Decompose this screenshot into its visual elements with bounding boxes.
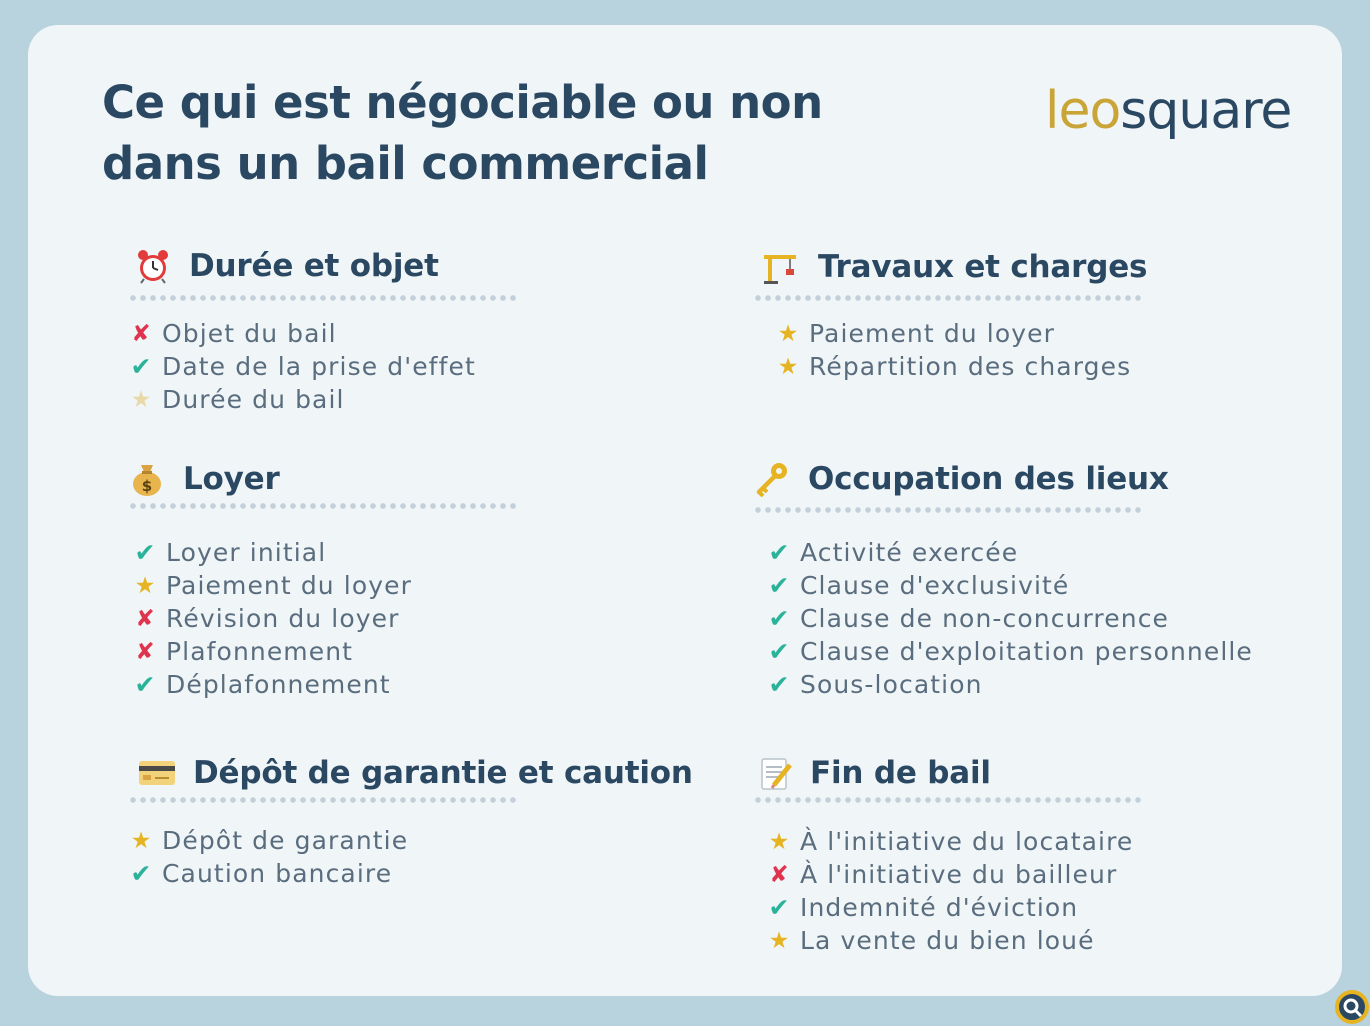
alarm-clock-icon (133, 246, 173, 286)
item-list (766, 536, 1253, 701)
check-icon: ✔ (130, 859, 152, 888)
check-icon: ✔ (134, 670, 156, 699)
check-icon: ✔ (768, 538, 790, 567)
section-title: Occupation des lieux (808, 461, 1169, 497)
cross-icon: ✘ (131, 320, 151, 347)
page-title (102, 72, 823, 194)
q-logo-icon (1334, 989, 1370, 1025)
list-item (766, 891, 1133, 924)
title-line-1: Ce qui est négociable ou non (102, 76, 823, 129)
list-item (766, 635, 1253, 668)
item-list (775, 317, 1131, 383)
star-icon: ★ (130, 386, 152, 413)
star-icon: ★ (768, 828, 790, 855)
cross-icon: ✘ (769, 861, 789, 888)
section-fin-de-bail (756, 751, 991, 795)
list-item (132, 536, 412, 569)
check-icon: ✔ (768, 637, 790, 666)
item-label: Répartition des charges (809, 352, 1132, 381)
item-label: Caution bancaire (162, 859, 393, 888)
list-item (766, 924, 1133, 957)
list-item (766, 825, 1133, 858)
list-item (766, 536, 1253, 569)
list-item (766, 858, 1133, 891)
list-item (132, 569, 412, 602)
star-icon: ★ (130, 827, 152, 854)
list-item (128, 857, 408, 890)
item-label: Déplafonnement (166, 670, 391, 699)
list-item (128, 317, 476, 350)
item-label: Loyer initial (166, 538, 327, 567)
star-icon: ★ (134, 572, 156, 599)
section-title: Durée et objet (189, 248, 439, 284)
section-divider (128, 796, 518, 804)
item-label: Révision du loyer (166, 604, 400, 633)
item-label: Sous-location (800, 670, 983, 699)
check-icon: ✔ (130, 352, 152, 381)
list-item (128, 383, 476, 416)
list-item (766, 569, 1253, 602)
section-title: Dépôt de garantie et caution (193, 755, 693, 791)
section-title: Travaux et charges (818, 249, 1148, 285)
list-item (766, 602, 1253, 635)
credit-card-icon (137, 753, 177, 793)
section-divider (753, 506, 1143, 514)
item-label: À l'initiative du bailleur (800, 860, 1118, 889)
item-label: Durée du bail (162, 385, 345, 414)
item-list (132, 536, 412, 701)
memo-icon (756, 753, 796, 793)
section-occupation-des-lieux (752, 457, 1169, 501)
item-label: Paiement du loyer (809, 319, 1055, 348)
money-bag-icon (127, 459, 167, 499)
section-divider (128, 294, 518, 302)
check-icon: ✔ (134, 538, 156, 567)
item-list (128, 317, 476, 416)
list-item (132, 635, 412, 668)
svg-text:$: $ (141, 477, 153, 495)
check-icon: ✔ (768, 571, 790, 600)
leosquare-logo (1045, 76, 1291, 146)
check-icon: ✔ (768, 604, 790, 633)
item-label: Activité exercée (800, 538, 1019, 567)
list-item (775, 317, 1131, 350)
cross-icon: ✘ (135, 605, 155, 632)
item-label: La vente du bien loué (800, 926, 1095, 955)
section-divider (753, 294, 1143, 302)
item-label: Date de la prise d'effet (162, 352, 476, 381)
key-icon (752, 459, 792, 499)
item-list (128, 824, 408, 890)
item-label: Paiement du loyer (166, 571, 412, 600)
title-line-2: dans un bail commercial (102, 137, 709, 190)
star-icon: ★ (777, 320, 799, 347)
item-label: Plafonnement (166, 637, 354, 666)
list-item (132, 668, 412, 701)
cross-icon: ✘ (135, 638, 155, 665)
item-label: Clause d'exclusivité (800, 571, 1070, 600)
item-label: Clause d'exploitation personnelle (800, 637, 1253, 666)
section-depot-de-garantie (137, 751, 693, 795)
item-label: Clause de non-concurrence (800, 604, 1170, 633)
section-divider (128, 502, 518, 510)
list-item (766, 668, 1253, 701)
item-label: Dépôt de garantie (162, 826, 409, 855)
construction-crane-icon (760, 247, 800, 287)
item-label: Indemnité d'éviction (800, 893, 1079, 922)
item-label: À l'initiative du locataire (800, 827, 1134, 856)
section-travaux-et-charges (760, 245, 1147, 289)
list-item (775, 350, 1131, 383)
check-icon: ✔ (768, 670, 790, 699)
section-title: Loyer (183, 461, 280, 497)
section-duree-et-objet (133, 244, 439, 288)
list-item (128, 824, 408, 857)
logo-square: square (1120, 81, 1292, 141)
item-list (766, 825, 1133, 957)
section-divider (753, 796, 1143, 804)
list-item (128, 350, 476, 383)
logo-leo: leo (1045, 81, 1121, 141)
list-item (132, 602, 412, 635)
star-icon: ★ (777, 353, 799, 380)
section-title: Fin de bail (810, 755, 991, 791)
section-loyer (127, 457, 280, 501)
star-icon: ★ (768, 927, 790, 954)
item-label: Objet du bail (162, 319, 337, 348)
check-icon: ✔ (768, 893, 790, 922)
